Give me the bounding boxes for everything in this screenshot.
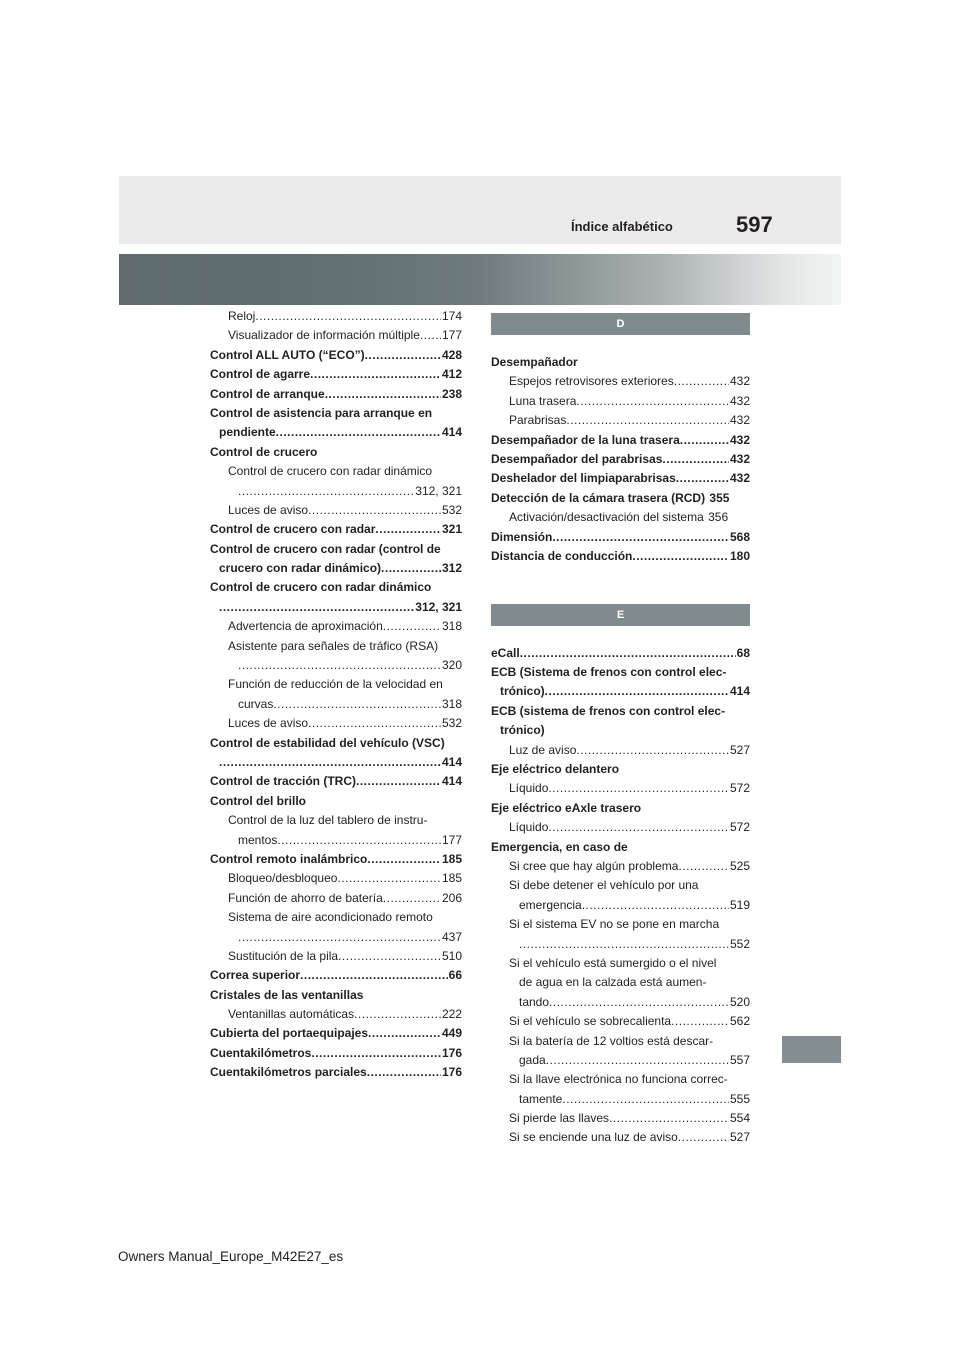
- entry-label: Reloj: [228, 309, 256, 323]
- header-band: [119, 176, 841, 244]
- leader-dots: [520, 644, 736, 663]
- index-entry: [210, 792, 462, 811]
- index-entry: [491, 915, 750, 934]
- entry-label: Luz de aviso: [509, 742, 577, 757]
- index-entry: [491, 1128, 750, 1147]
- index-entry: [210, 714, 462, 733]
- entry-page-number: 177: [441, 328, 462, 343]
- entry-label: Cubierta del portaequipajes: [210, 1026, 369, 1041]
- index-entry: [210, 831, 462, 850]
- leader-dots: [548, 818, 729, 837]
- entry-label: Eje eléctrico delantero: [491, 762, 620, 777]
- index-entry: [491, 353, 750, 372]
- index-entry: [210, 753, 462, 772]
- index-entry: [210, 1005, 462, 1024]
- leader-dots: [545, 682, 729, 701]
- leader-dots: [367, 1063, 441, 1082]
- index-entry: [491, 896, 750, 915]
- entry-label: Luces de aviso: [228, 716, 309, 731]
- index-column-left: [210, 307, 462, 1083]
- entry-label: Si pierde las llaves: [509, 1111, 610, 1126]
- leader-dots: [576, 392, 729, 411]
- index-entry: [210, 559, 462, 578]
- index-entry: [210, 908, 462, 927]
- leader-dots: [238, 482, 414, 501]
- index-entry: [210, 734, 462, 753]
- entry-page-number: 449: [441, 1026, 462, 1041]
- entry-label: crucero con radar dinámico): [219, 561, 382, 576]
- leader-dots: [381, 559, 441, 578]
- entry-label: Control de agarre: [210, 367, 311, 382]
- entry-page-number: 176: [441, 1045, 462, 1060]
- index-entry: [210, 772, 462, 791]
- leader-dots: [566, 411, 729, 430]
- entry-label: Desempañador de la luna trasera: [491, 432, 680, 447]
- index-entry: [210, 385, 462, 404]
- entry-label: Control de crucero con radar dinámico: [210, 580, 432, 595]
- index-entry: [491, 760, 750, 779]
- entry-label: Control de crucero: [210, 444, 318, 459]
- leader-dots: [632, 547, 729, 566]
- entry-label: emergencia: [519, 897, 582, 912]
- entry-label: Control de la luz del tablero de instru-: [228, 813, 428, 828]
- leader-dots: [576, 741, 729, 760]
- index-entry: [210, 365, 462, 384]
- entry-label: Ventanillas automáticas: [228, 1007, 355, 1022]
- entry-label: Luces de aviso: [228, 502, 309, 517]
- entry-label: Si el vehículo está sumergido o el nivel: [509, 955, 717, 970]
- index-entry: [210, 326, 462, 345]
- entry-page-number: 312: [441, 561, 462, 576]
- entry-label: Activación/desactivación del sistema: [509, 510, 704, 525]
- leader-dots: [662, 450, 729, 469]
- leader-dots: [548, 779, 729, 798]
- entry-label: mentos: [238, 832, 278, 847]
- index-entry: [491, 392, 750, 411]
- entry-page-number: 414: [441, 425, 462, 440]
- entry-label: trónico): [500, 723, 545, 738]
- leader-dots: [255, 307, 441, 326]
- leader-dots: [420, 326, 441, 345]
- index-entry: [491, 702, 750, 721]
- entry-label: Bloqueo/desbloqueo: [228, 871, 338, 886]
- entry-label: Correa superior: [210, 968, 301, 983]
- leader-dots: [549, 993, 729, 1012]
- leader-dots: [365, 346, 441, 365]
- leader-dots: [582, 896, 729, 915]
- entry-page-number: 312, 321: [415, 483, 462, 498]
- index-entry: [491, 954, 750, 973]
- header-gradient-band: [119, 254, 841, 305]
- entry-page-number: 532: [441, 502, 462, 517]
- leader-dots: [325, 385, 441, 404]
- leader-dots: [671, 1012, 729, 1031]
- leader-dots: [338, 947, 441, 966]
- index-entry: [491, 1051, 750, 1070]
- entry-label: curvas: [238, 696, 274, 711]
- leader-dots: [383, 889, 441, 908]
- leader-dots: [308, 501, 441, 520]
- leader-dots: [277, 831, 441, 850]
- entry-label: Si el sistema EV no se pone en marcha: [509, 917, 720, 932]
- index-entry: [210, 966, 462, 985]
- index-entry: [491, 682, 750, 701]
- index-entry: [491, 1090, 750, 1109]
- leader-dots: [676, 469, 729, 488]
- entry-page-number: 432: [729, 432, 750, 447]
- entry-label: ECB (Sistema de frenos con control elec-: [491, 665, 727, 680]
- entry-label: Si la llave electrónica no funciona correc-: [509, 1072, 728, 1087]
- entry-page-number: 568: [729, 529, 750, 544]
- entry-page-number: 414: [441, 774, 462, 789]
- entry-page-number: 572: [729, 820, 750, 835]
- index-entry: [210, 404, 462, 423]
- entry-label: Cuentakilómetros: [210, 1045, 312, 1060]
- index-entry: [491, 935, 750, 954]
- leader-dots: [219, 598, 414, 617]
- index-entry: [491, 876, 750, 895]
- entry-label: pendiente: [219, 425, 276, 440]
- index-entry: [491, 469, 750, 488]
- entry-page-number: 525: [729, 858, 750, 873]
- entry-label: Visualizador de información múltiple: [228, 328, 420, 343]
- entry-page-number: 554: [729, 1111, 750, 1126]
- leader-dots: [562, 1090, 729, 1109]
- leader-dots: [238, 928, 441, 947]
- entry-label: Líquido: [509, 781, 549, 796]
- entry-page-number: 185: [441, 851, 462, 866]
- index-entry: [210, 1024, 462, 1043]
- entry-page-number: 185: [441, 871, 462, 886]
- entry-label: Control remoto inalámbrico: [210, 851, 368, 866]
- entry-page-number: 412: [441, 367, 462, 382]
- entry-label: Si la batería de 12 voltios está descar-: [509, 1033, 714, 1048]
- leader-dots: [375, 520, 441, 539]
- entry-page-number: 432: [729, 451, 750, 466]
- entry-label: Luna trasera: [509, 393, 577, 408]
- section-title: Índice alfabético: [571, 219, 673, 234]
- index-section-d: [491, 353, 750, 566]
- index-entry: [210, 656, 462, 675]
- leader-dots: [678, 1128, 729, 1147]
- index-entry: [210, 811, 462, 830]
- index-entry: [491, 721, 750, 740]
- entry-page-number: 318: [441, 619, 462, 634]
- index-entry: [210, 850, 462, 869]
- index-entry: [491, 1032, 750, 1051]
- index-entry: [491, 818, 750, 837]
- leader-dots: [383, 617, 441, 636]
- entry-label: Sistema de aire acondicionado remoto: [228, 910, 433, 925]
- index-entry: [491, 450, 750, 469]
- entry-label: trónico): [500, 684, 545, 699]
- index-entry: [210, 1063, 462, 1082]
- chapter-tab: [782, 1036, 841, 1063]
- index-entry: [210, 578, 462, 597]
- index-entry: [210, 675, 462, 694]
- entry-label: Sustitución de la pila: [228, 948, 339, 963]
- index-entry: [491, 1012, 750, 1031]
- index-entry: [491, 779, 750, 798]
- index-entry: [210, 540, 462, 559]
- index-entry: [210, 443, 462, 462]
- leader-dots: [311, 1044, 441, 1063]
- entry-page-number: 532: [441, 716, 462, 731]
- index-entry: [210, 617, 462, 636]
- leader-dots: [367, 850, 441, 869]
- leader-dots: [337, 869, 441, 888]
- leader-dots: [356, 772, 441, 791]
- entry-label: Parabrisas: [509, 413, 567, 428]
- entry-label: Control de tracción (TRC): [210, 774, 356, 789]
- index-entry: [210, 986, 462, 1005]
- entry-page-number: 437: [441, 929, 462, 944]
- index-entry: [210, 307, 462, 326]
- entry-page-number: 414: [729, 684, 750, 699]
- entry-page-number: 432: [729, 393, 750, 408]
- entry-page-number: 66: [448, 968, 462, 983]
- entry-label: Dimensión: [491, 529, 553, 544]
- entry-label: Distancia de conducción: [491, 548, 633, 563]
- entry-label: Líquido: [509, 820, 549, 835]
- leader-dots: [609, 1109, 729, 1128]
- leader-dots: [678, 857, 729, 876]
- entry-label: Control de crucero con radar dinámico: [228, 464, 433, 479]
- index-entry: [491, 644, 750, 663]
- index-entry: [210, 637, 462, 656]
- entry-page-number: 312, 321: [415, 599, 462, 614]
- entry-page-number: 355: [706, 490, 730, 505]
- index-entry: [210, 869, 462, 888]
- index-entry: [491, 1109, 750, 1128]
- leader-dots: [310, 365, 441, 384]
- entry-page-number: 176: [441, 1065, 462, 1080]
- entry-page-number: 428: [441, 347, 462, 362]
- leader-dots: [354, 1005, 441, 1024]
- leader-dots: [519, 935, 729, 954]
- entry-label: Si se enciende una luz de aviso: [509, 1130, 678, 1145]
- index-entry: [491, 489, 750, 508]
- entry-page-number: 555: [729, 1091, 750, 1106]
- entry-page-number: 510: [441, 948, 462, 963]
- entry-label: Control de arranque: [210, 386, 325, 401]
- entry-page-number: 206: [441, 890, 462, 905]
- entry-label: Control de crucero con radar: [210, 522, 376, 537]
- entry-page-number: 432: [729, 374, 750, 389]
- index-entry: [491, 547, 750, 566]
- entry-label: Si debe detener el vehículo por una: [509, 878, 699, 893]
- entry-label: Advertencia de aproximación: [228, 619, 383, 634]
- entry-label: Desempañador: [491, 355, 578, 369]
- entry-page-number: 174: [441, 309, 462, 323]
- leader-dots: [546, 1051, 729, 1070]
- index-entry: [491, 857, 750, 876]
- leader-dots: [680, 431, 729, 450]
- entry-page-number: 68: [736, 645, 750, 660]
- entry-label: Control ALL AUTO (“ECO”): [210, 347, 365, 362]
- index-entry: [491, 1070, 750, 1089]
- entry-page-number: 432: [729, 471, 750, 486]
- entry-page-number: 356: [704, 510, 729, 525]
- index-entry: [210, 947, 462, 966]
- index-entry: [210, 501, 462, 520]
- index-entry: [491, 508, 750, 527]
- index-entry: [491, 973, 750, 992]
- entry-page-number: 562: [729, 1014, 750, 1029]
- index-entry: [210, 462, 462, 481]
- letter-heading-e: E: [491, 604, 750, 626]
- entry-page-number: 238: [441, 386, 462, 401]
- entry-label: Si cree que hay algún problema: [509, 858, 679, 873]
- entry-page-number: 432: [729, 413, 750, 428]
- leader-dots: [552, 528, 729, 547]
- entry-label: Control del brillo: [210, 793, 306, 808]
- entry-page-number: 222: [441, 1007, 462, 1022]
- entry-label: Función de ahorro de batería: [228, 890, 383, 905]
- entry-page-number: 572: [729, 781, 750, 796]
- entry-label: Deshelador del limpiaparabrisas: [491, 471, 676, 486]
- index-entry: [210, 423, 462, 442]
- entry-label: Desempañador del parabrisas: [491, 451, 663, 466]
- leader-dots: [219, 753, 441, 772]
- entry-page-number: 318: [441, 696, 462, 711]
- entry-label: Espejos retrovisores exteriores: [509, 374, 674, 389]
- entry-label: Eje eléctrico eAxle trasero: [491, 800, 642, 815]
- leader-dots: [276, 423, 441, 442]
- entry-page-number: 527: [729, 742, 750, 757]
- entry-label: de agua en la calzada está aumen-: [519, 975, 707, 990]
- index-entry: [491, 993, 750, 1012]
- entry-label: Control de asistencia para arranque en: [210, 405, 433, 420]
- entry-label: ECB (sistema de frenos con control elec-: [491, 703, 726, 718]
- entry-label: Control de crucero con radar (control de: [210, 541, 441, 556]
- footer-text: Owners Manual_Europe_M42E27_es: [118, 1249, 344, 1264]
- index-entry: [210, 482, 462, 501]
- entry-page-number: 520: [729, 994, 750, 1009]
- leader-dots: [368, 1024, 441, 1043]
- entry-label: Cristales de las ventanillas: [210, 987, 364, 1002]
- page-number: 597: [736, 212, 773, 237]
- entry-label: Asistente para señales de tráfico (RSA): [228, 638, 439, 653]
- entry-page-number: 320: [441, 658, 462, 673]
- index-entry: [491, 411, 750, 430]
- index-entry: [210, 928, 462, 947]
- index-section-e: [491, 644, 750, 1148]
- entry-page-number: 321: [441, 522, 462, 537]
- entry-label: eCall: [491, 645, 520, 660]
- index-entry: [491, 838, 750, 857]
- index-entry: [210, 520, 462, 539]
- entry-page-number: 557: [729, 1052, 750, 1067]
- leader-dots: [238, 656, 441, 675]
- leader-dots: [308, 714, 441, 733]
- entry-label: gada: [519, 1052, 546, 1067]
- entry-label: Emergencia, en caso de: [491, 839, 628, 854]
- entry-label: tando: [519, 994, 550, 1009]
- entry-page-number: 180: [729, 548, 750, 563]
- entry-page-number: 527: [729, 1130, 750, 1145]
- index-entry: [491, 799, 750, 818]
- index-entry: [491, 663, 750, 682]
- entry-label: Si el vehículo se sobrecalienta: [509, 1014, 672, 1029]
- index-entry: [210, 346, 462, 365]
- entry-page-number: 519: [729, 897, 750, 912]
- index-entry: [491, 372, 750, 391]
- entry-label: Función de reducción de la velocidad en: [228, 677, 443, 692]
- entry-label: Cuentakilómetros parciales: [210, 1065, 367, 1080]
- leader-dots: [273, 695, 441, 714]
- index-entry: [210, 695, 462, 714]
- index-entry: [491, 741, 750, 760]
- leader-dots: [674, 372, 729, 391]
- leader-dots: [300, 966, 448, 985]
- letter-heading-d: D: [491, 313, 750, 335]
- index-entry: [491, 528, 750, 547]
- entry-label: Control de estabilidad del vehículo (VSC): [210, 735, 445, 750]
- index-entry: [491, 431, 750, 450]
- index-entry: [210, 889, 462, 908]
- index-entry: [210, 598, 462, 617]
- entry-page-number: 552: [729, 936, 750, 951]
- index-column-right: [491, 313, 750, 1148]
- entry-label: tamente: [519, 1091, 563, 1106]
- entry-label: Detección de la cámara trasera (RCD): [491, 490, 706, 505]
- entry-page-number: 414: [441, 754, 462, 769]
- index-entry: [210, 1044, 462, 1063]
- entry-page-number: 177: [441, 832, 462, 847]
